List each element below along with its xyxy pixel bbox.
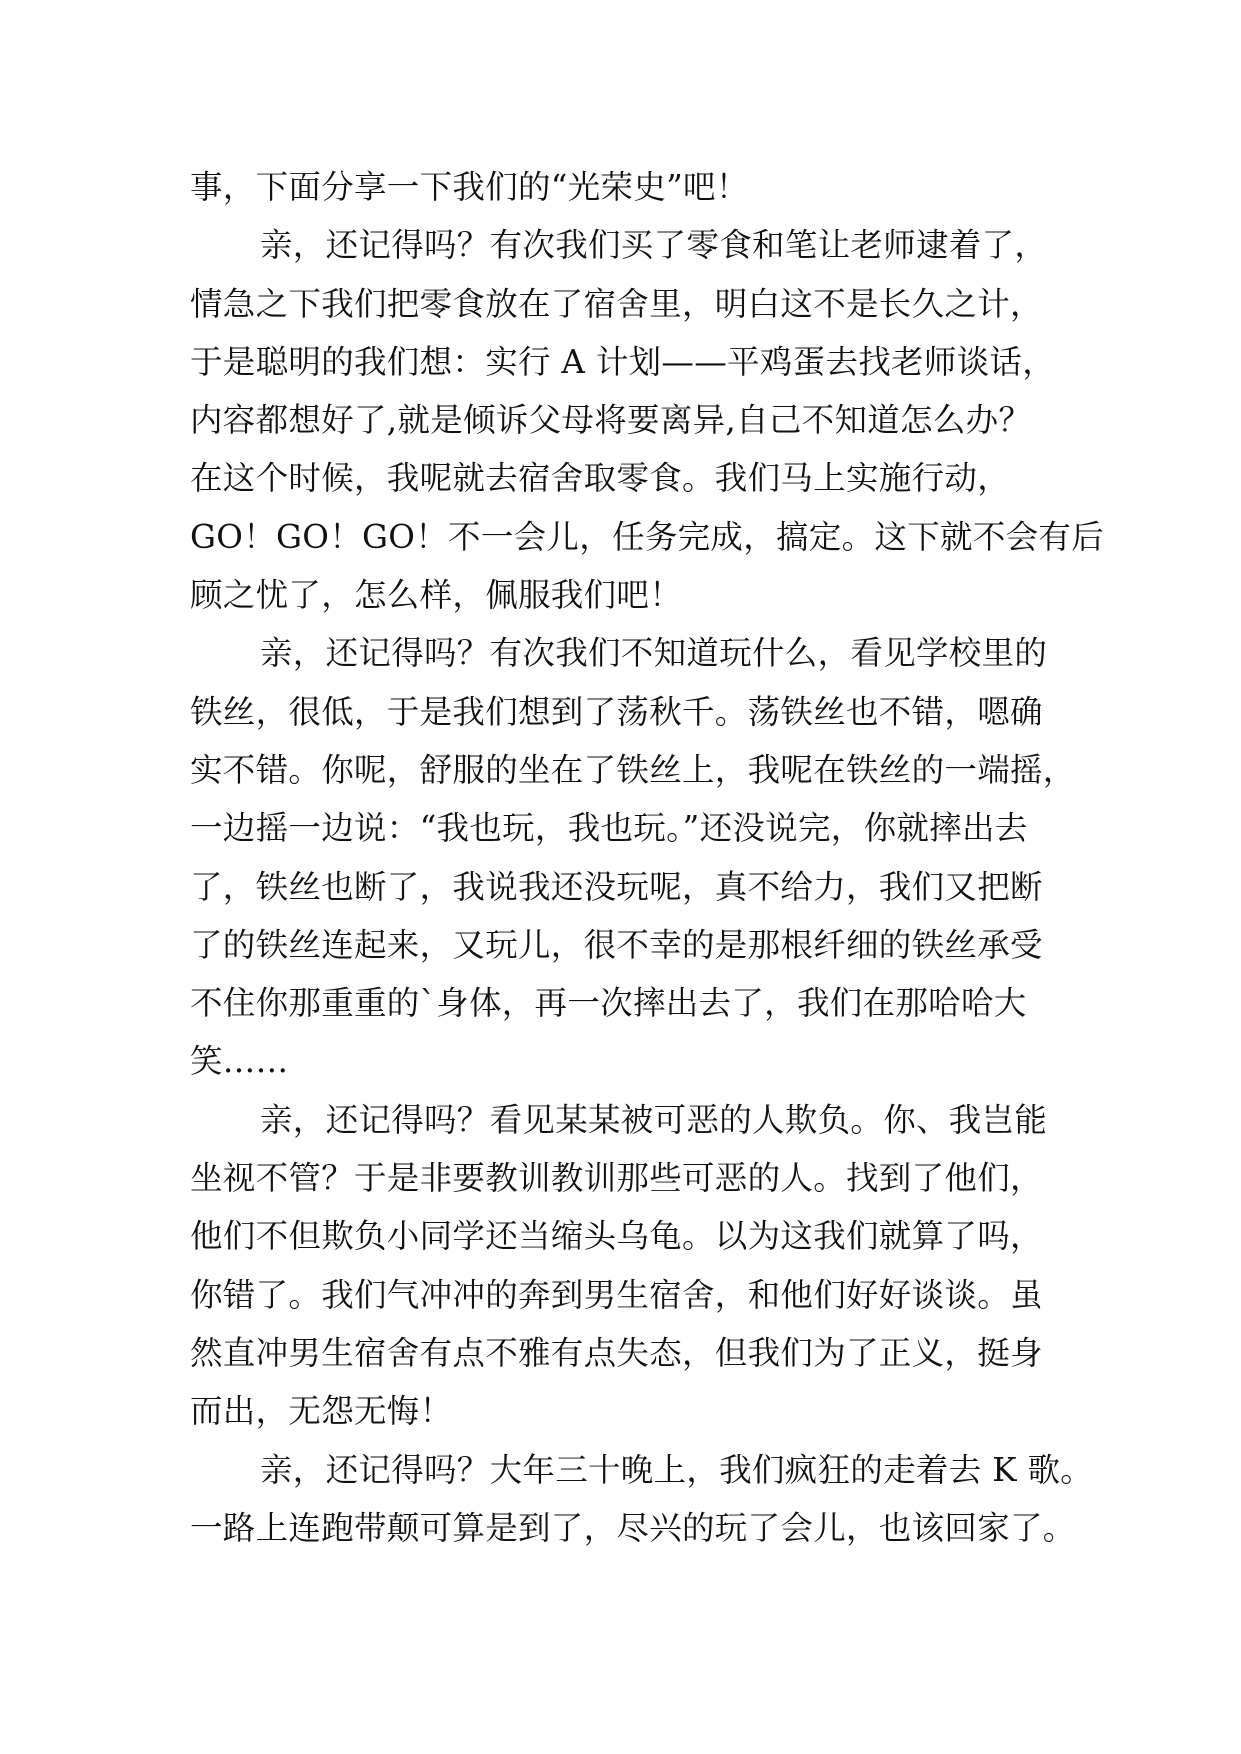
text-line: 在这个时候，我呢就去宿舍取零食。我们马上实施行动， — [190, 459, 1011, 498]
text-line: 了的铁丝连起来，又玩儿，很不幸的是那根纤细的铁丝承受 — [190, 925, 1043, 964]
text-line: 于是聪明的我们想：实行 A 计划——平鸡蛋去找老师谈话， — [190, 342, 1056, 381]
text-line: 一边摇一边说：“我也玩，我也玩。”还没说完，你就摔出去 — [190, 809, 1028, 848]
text-line: 亲，还记得吗？有次我们不知道玩什么，看见学校里的 — [260, 634, 1048, 673]
text-line: 铁丝，很低，于是我们想到了荡秋千。荡铁丝也不错，嗯确 — [190, 692, 1043, 731]
text-line: 情急之下我们把零食放在了宿舍里，明白这不是长久之计， — [190, 284, 1043, 323]
text-line: 坐视不管？于是非要教训教训那些可恶的人。找到了他们， — [190, 1159, 1043, 1198]
text-line: 亲，还记得吗？看见某某被可恶的人欺负。你、我岂能 — [260, 1100, 1048, 1139]
paragraph-2 — [190, 216, 1105, 624]
paragraph-4 — [190, 1091, 1070, 1441]
text-line: GO！GO！GO！不一会儿，任务完成，搞定。这下就不会有后 — [190, 517, 1105, 556]
document-body — [190, 158, 1105, 1557]
paragraph-1 — [190, 158, 1070, 216]
text-line: 亲，还记得吗？有次我们买了零食和笔让老师逮着了， — [260, 226, 1048, 265]
text-line: 而出，无怨无悔！ — [190, 1392, 453, 1431]
text-line: 然直冲男生宿舍有点不雅有点失态，但我们为了正义，挺身 — [190, 1333, 1043, 1372]
text-line: 笑…… — [190, 1042, 289, 1081]
text-line: 了，铁丝也断了，我说我还没玩呢，真不给力，我们又把断 — [190, 867, 1043, 906]
text-line: 你错了。我们气冲冲的奔到男生宿舍，和他们好好谈谈。虽 — [190, 1275, 1043, 1314]
paragraph-3 — [190, 624, 1076, 1090]
text-line: 顾之忧了，怎么样，佩服我们吧！ — [190, 576, 683, 615]
text-line: 亲，还记得吗？大年三十晚上，我们疯狂的走着去 K 歌。 — [260, 1450, 1094, 1489]
text-line: 内容都想好了,就是倾诉父母将要离异,自己不知道怎么办？ — [190, 401, 1032, 440]
text-line: 事，下面分享一下我们的“光荣史”吧！ — [190, 168, 749, 206]
text-line: 一路上连跑带颠可算是到了，尽兴的玩了会儿，也该回家了。 — [190, 1508, 1076, 1547]
text-line: 他们不但欺负小同学还当缩头乌龟。以为这我们就算了吗， — [190, 1217, 1043, 1256]
paragraph-5 — [190, 1441, 1094, 1558]
text-line: 实不错。你呢，舒服的坐在了铁丝上，我呢在铁丝的一端摇， — [190, 750, 1076, 789]
text-line: 不住你那重重的`身体，再一次摔出去了，我们在那哈哈大 — [190, 984, 1027, 1023]
